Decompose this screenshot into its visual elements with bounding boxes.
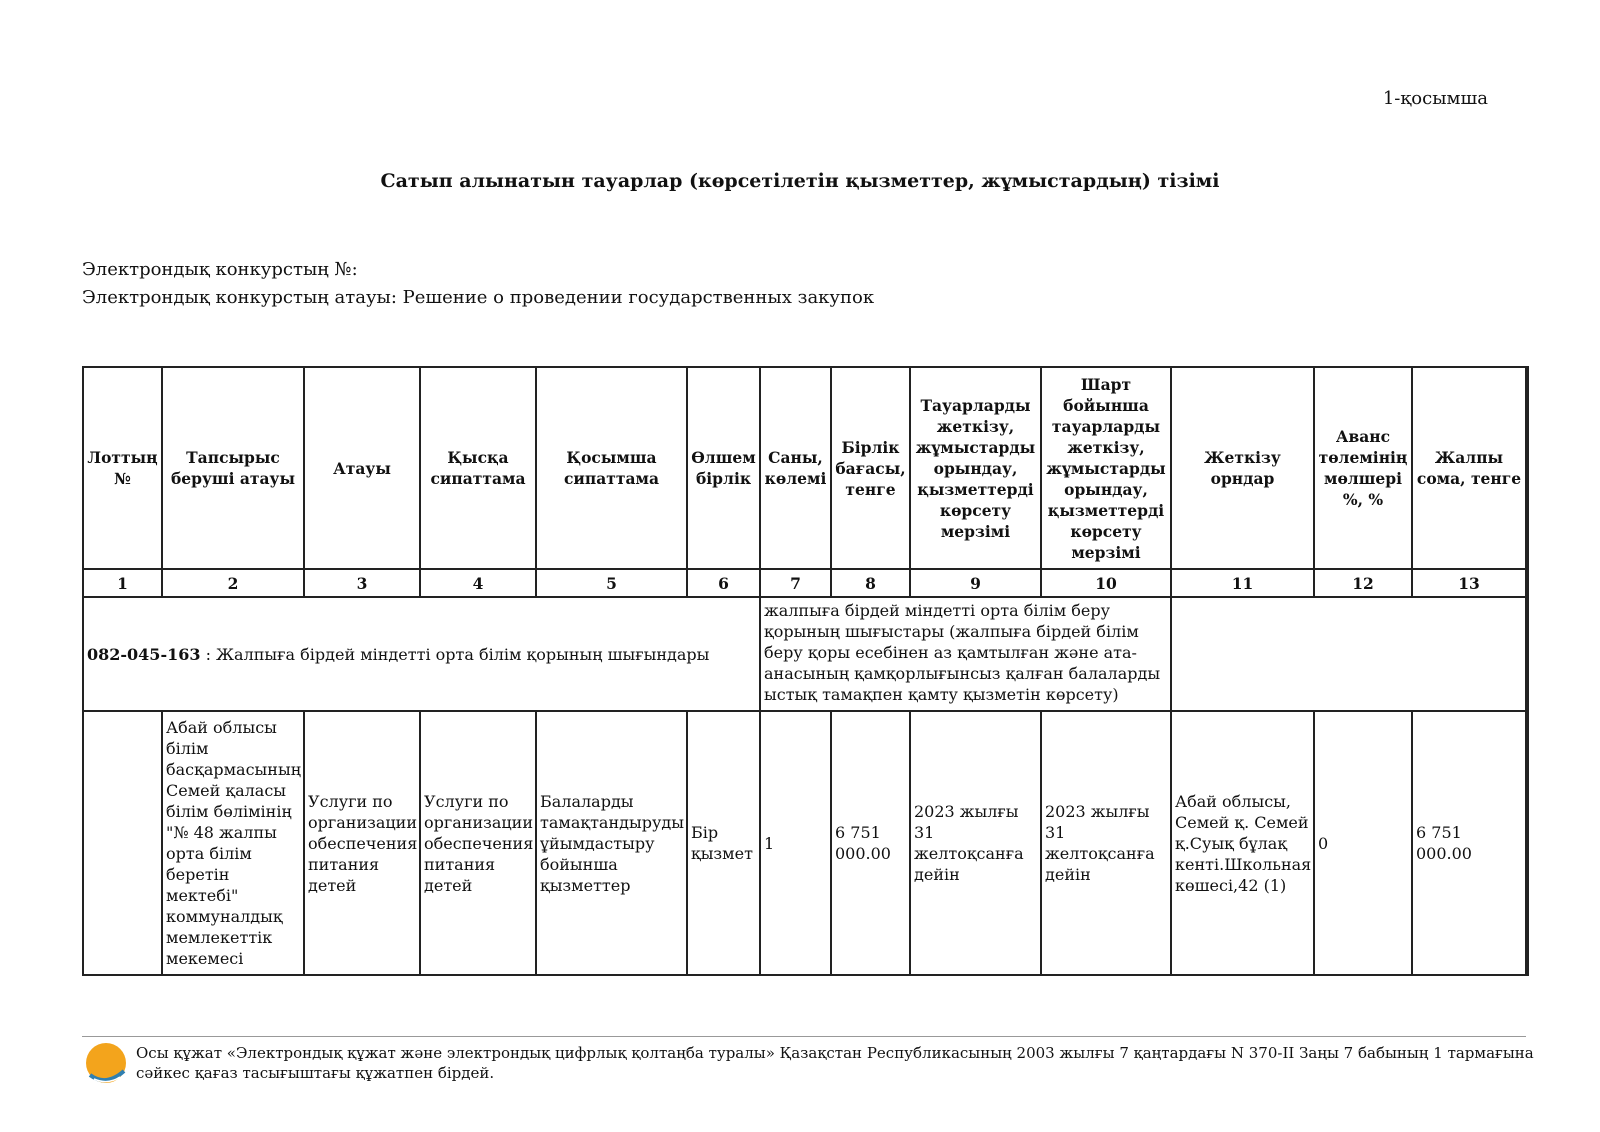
delivery-place: Абай облысы, Семей қ. Семей қ.Суық бұлақ кенті.Школьная көшесі,42 (1) [1171,711,1314,975]
budget-code-cell [83,597,760,711]
budget-description: жалпыға бірдей міндетті орта білім беру қорының шығыстары (жалпыға бірдей білім беру қоры есебінен аз қамтылған және ата-анасының қамқорлығынсыз қалған балаларды ыстық тамақпен қамту қызметін көрсету) [760,597,1171,711]
quantity: 1 [760,711,831,975]
competition-name: Электрондық конкурстың атауы: Решение о проведении государственных закупок [82,287,875,308]
header-cell: Жалпы сома, тенге [1412,367,1527,569]
column-number: 4 [420,569,536,597]
goods-table [82,366,1529,976]
extra-description: Балаларды тамақтандыруды ұйымдастыру бойынша қызметтер [536,711,687,975]
header-cell: Өлшем бірлік [687,367,760,569]
column-number: 13 [1412,569,1527,597]
column-number: 12 [1314,569,1412,597]
header-cell: Қысқа сипаттама [420,367,536,569]
annex-label: 1-қосымша [1382,88,1488,109]
short-description: Услуги по организации обеспечения питания детей [420,711,536,975]
column-number: 3 [304,569,420,597]
footer [82,1036,1534,1082]
lot-number [83,711,162,975]
column-number: 6 [687,569,760,597]
column-number: 8 [831,569,910,597]
total-amount: 6 751 000.00 [1412,711,1527,975]
header-row [83,367,1527,569]
budget-code: 082-045-163 [87,644,201,664]
contract-term: 2023 жылғы 31 желтоқсанға дейін [1041,711,1171,975]
document-title: Сатып алынатын тауарлар (көрсетілетін қызметтер, жұмыстардың) тізімі [380,170,1220,192]
budget-section-row [83,597,1527,711]
budget-empty-cell [1171,597,1527,711]
unit-price: 6 751 000.00 [831,711,910,975]
column-number: 1 [83,569,162,597]
table-row [83,711,1527,975]
delivery-term: 2023 жылғы 31 желтоқсанға дейін [910,711,1041,975]
competition-number: Электрондық конкурстың №: [82,259,358,280]
header-cell: Жеткізу орндар [1171,367,1314,569]
header-cell: Шарт бойынша тауарларды жеткізу, жұмыстарды орындау, қызметтерді көрсету мерзімі [1041,367,1171,569]
competition-meta [82,256,874,312]
header-cell: Қосымша сипаттама [536,367,687,569]
footer-notice: Осы құжат «Электрондық құжат және электрондық цифрлық қолтаңба туралы» Қазақстан Республикасының 2003 жылғы 7 қаңтардағы N 370-II Заңы 7 бабының 1 тармағына сәйкес қағаз тасығыштағы құжатпен бірдей. [136,1044,1534,1082]
column-number: 7 [760,569,831,597]
budget-code-description: : Жалпыға бірдей міндетті орта білім қорының шығындары [200,644,710,664]
column-number: 5 [536,569,687,597]
header-cell: Тапсырыс беруші атауы [162,367,304,569]
header-cell: Бірлік бағасы, тенге [831,367,910,569]
header-cell: Саны, көлемі [760,367,831,569]
advance-payment: 0 [1314,711,1412,975]
header-cell: Лоттың № [83,367,162,569]
column-number: 9 [910,569,1041,597]
header-cell: Тауарларды жеткізу, жұмыстарды орындау, қызметтерді көрсету мерзімі [910,367,1041,569]
header-cell: Аванс төлемінің мөлшері %, % [1314,367,1412,569]
column-number: 2 [162,569,304,597]
item-name: Услуги по организации обеспечения питания детей [304,711,420,975]
column-number: 10 [1041,569,1171,597]
column-number-row [83,569,1527,597]
customer-name: Абай облысы білім басқармасының Семей қаласы білім бөлімінің "№ 48 жалпы орта білім беретін мектебі" коммуналдық мемлекеттік мекемесі [162,711,304,975]
egov-seal-icon [84,1041,128,1085]
header-cell: Атауы [304,367,420,569]
column-number: 11 [1171,569,1314,597]
unit: Бір қызмет [687,711,760,975]
